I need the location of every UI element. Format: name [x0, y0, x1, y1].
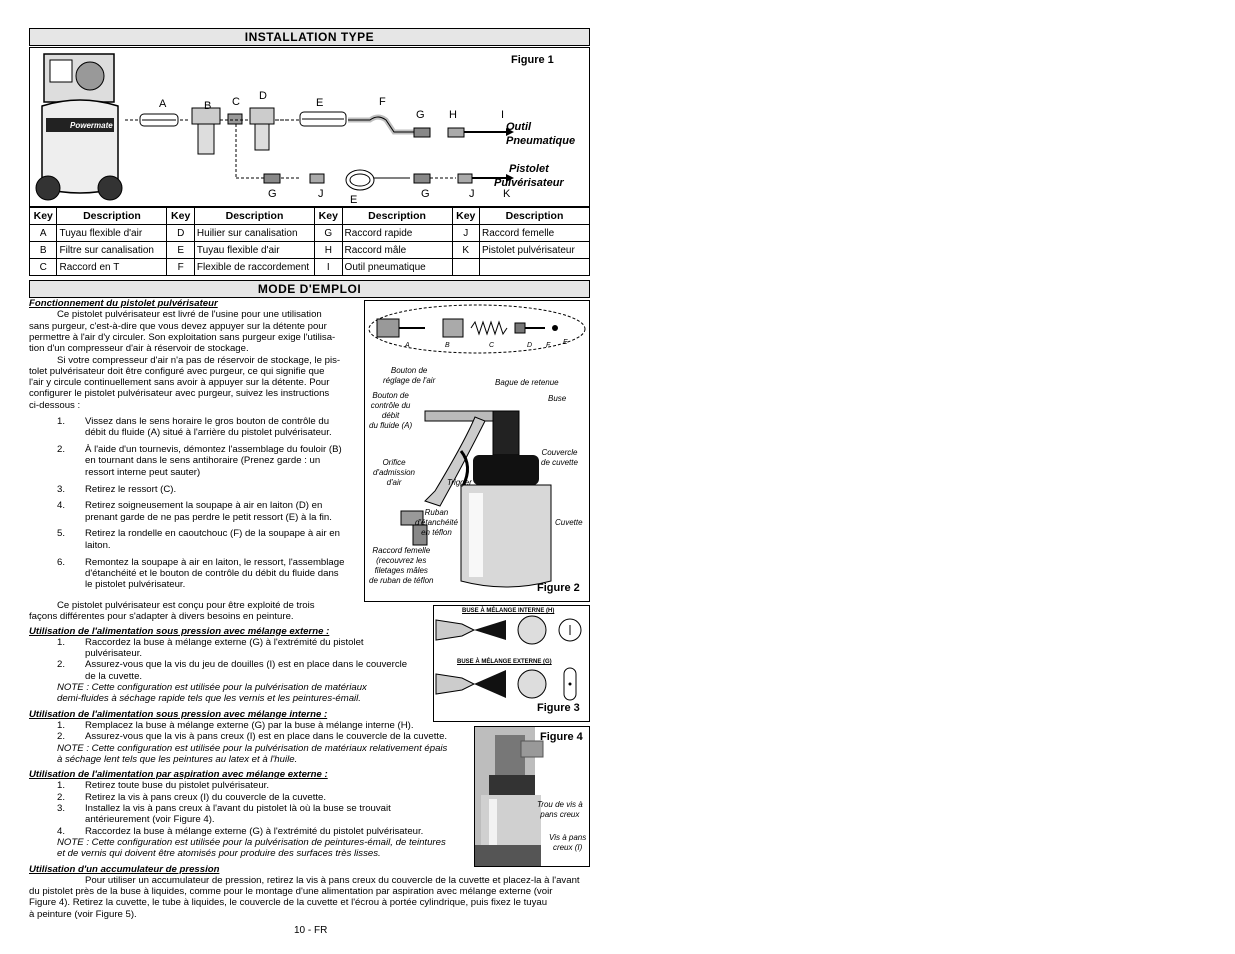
step-line: Retirez la rondelle en caoutchouc (F) de la soupape à air en [85, 528, 340, 540]
step-line: le pistolet pulvérisateur. [85, 579, 186, 591]
step-line: Installez la vis à pans creux à l'avant du pistolet là où la buse se trouvait [85, 803, 391, 814]
key-cell: H [315, 242, 342, 259]
th-description: Description [194, 208, 314, 225]
letter-c: C [232, 96, 240, 108]
letter-g-bottom2: G [421, 188, 430, 200]
coupler-j-bottom1 [310, 174, 324, 183]
description-cell: Raccord rapide [342, 225, 452, 242]
section-heading: Fonctionnement du pistolet pulvérisateur [29, 298, 218, 309]
compressor-illustration [36, 54, 122, 200]
part-b: B [445, 342, 450, 349]
page-number: 10 - FR [294, 925, 328, 936]
step-number: 5. [57, 528, 66, 540]
letter-f: F [379, 96, 386, 108]
callout-buse: Buse [548, 394, 567, 403]
paragraph-line: Pour utiliser un accumulateur de pression, retirez la vis à pans creux du couvercle de la cuvette et placez-la à l'avant [85, 874, 580, 886]
th-description: Description [57, 208, 167, 225]
step-number: 6. [57, 556, 66, 568]
callout-line: réglage de l'air [383, 376, 436, 385]
step-line: Vissez dans le sens horaire le gros bouton de contrôle du [85, 416, 330, 427]
step-number: 3. [57, 803, 66, 814]
note-line: NOTE : Cette configuration est utilisée pour la pulvérisation de matériaux relativement épais [57, 742, 448, 754]
step-line: À l'aide d'un tournevis, démontez l'assemblage du fouloir (B) [85, 444, 342, 456]
step-number: 1. [57, 636, 66, 648]
callout-cuvette: Cuvette [555, 518, 583, 527]
step-line: Raccordez la buse à mélange externe (G) à l'extrémité du pistolet [85, 636, 364, 648]
th-description: Description [479, 208, 589, 225]
th-key: Key [452, 208, 479, 225]
description-cell: Raccord en T [57, 259, 167, 276]
paragraph-line: tion d'un compresseur d'air à réservoir de stockage. [29, 343, 249, 355]
table-row [30, 225, 590, 242]
paragraph-line: permettre à l'air d'y circuler. Son exploitation sans purgeur exige l'utilisa- [29, 331, 336, 343]
description-cell: Huilier sur canalisation [194, 225, 314, 242]
callout-line: (recouvrez les [376, 556, 427, 565]
paragraph-line: Ce pistolet pulvérisateur est livré de l'usine pour une utilisation [57, 309, 322, 321]
key-cell: E [167, 242, 194, 259]
figure-2-label: Figure 2 [537, 582, 580, 594]
figure-3-panel [433, 605, 590, 722]
part-f: F [546, 342, 551, 349]
callout-line: pans creux [540, 810, 580, 819]
paragraph-line: l'air y circule continuellement sans avoir à appuyer sur la détente. Pour [29, 377, 330, 389]
callout-line: d'étanchéité [415, 518, 458, 527]
step-line: Assurez-vous que la vis du jeu de douilles (I) est en place dans le couvercle [85, 659, 408, 671]
key-cell: C [30, 259, 57, 276]
callout-line: Ruban [424, 508, 449, 517]
pistolet-line1: Pistolet [509, 163, 549, 175]
step-line: ressort interne peut sauter) [85, 466, 201, 478]
coupler-g-top [414, 128, 430, 137]
paragraph-line: sans purgeur, c'est-à-dire que vous devez appuyer sur la détente pour [29, 320, 327, 332]
paragraph-line: ci-dessous : [29, 399, 81, 411]
figure-4-panel [474, 726, 590, 867]
interne-title: BUSE À MÉLANGE INTERNE (H) [462, 608, 555, 614]
step-line: débit du fluide (A) situé à l'arrière du pistolet pulvérisateur. [85, 427, 332, 439]
callout-line: du fluide (A) [369, 421, 413, 430]
note-line: et de vernis qui doivent être atomisés pour produire des surfaces très lisses. [57, 848, 381, 860]
key-table-header [30, 208, 590, 225]
paragraph-line: Si votre compresseur d'air n'a pas de réservoir de stockage, le pis- [57, 354, 341, 366]
step-line: antérieurement (voir Figure 4). [85, 814, 215, 826]
pistolet-line2: Pulvérisateur [494, 177, 564, 189]
part-e: E [563, 339, 568, 346]
hose-a [140, 114, 178, 126]
step-number: 4. [57, 500, 66, 512]
letter-j-bottom2: J [469, 188, 475, 200]
note-line: demi-fluides à séchage rapide tels que les vernis et les peintures-émail. [57, 693, 361, 705]
callout-line: creux (I) [552, 843, 583, 852]
key-table [29, 207, 590, 276]
step-line: pulvérisateur. [85, 648, 143, 660]
callout-line: Bouton de [372, 391, 409, 400]
callout-line: d'admission [373, 468, 415, 477]
callout-line: Orifice [382, 458, 406, 467]
letter-h: H [449, 109, 457, 121]
callout-line: de ruban de téflon [369, 576, 434, 585]
callout-line: débit [381, 411, 400, 420]
letter-b: B [204, 100, 212, 112]
step-line: Retirez soigneusement la soupape à air en laiton (D) en [85, 500, 323, 512]
callout-ruban [415, 508, 458, 538]
figure-4-label: Figure 4 [540, 731, 583, 743]
oiler-d [250, 108, 274, 150]
step-line: Raccordez la buse à mélange externe (G) à l'extrémité du pistolet pulvérisateur. [85, 825, 424, 837]
callout-trou [537, 800, 583, 820]
part-a: A [405, 342, 410, 349]
letter-g-bottom1: G [268, 188, 277, 200]
hose-e-top [300, 112, 346, 126]
step-line: prenant garde de ne pas perdre le petit ressort (E) à la fin. [85, 511, 332, 523]
pistolet-label [494, 162, 564, 190]
th-key: Key [315, 208, 342, 225]
description-cell: Tuyau flexible d'air [194, 242, 314, 259]
coupler-j-bottom2 [458, 174, 472, 183]
th-key: Key [30, 208, 57, 225]
installation-type-header: INSTALLATION TYPE [29, 28, 590, 46]
callout-orifice [373, 458, 415, 488]
letter-e-bottom: E [350, 194, 358, 206]
letter-d: D [259, 90, 267, 102]
externe-title: BUSE À MÉLANGE EXTERNE (G) [457, 659, 552, 665]
section-heading: Utilisation de l'alimentation sous pression avec mélange externe : [29, 625, 330, 637]
figure-1-panel [29, 47, 590, 207]
step-line: Remplacez la buse à mélange externe (G) par la buse à mélange interne (H). [85, 719, 414, 731]
step-line: Remontez la soupape à air en laiton, le ressort, l'assemblage [85, 556, 345, 568]
th-description: Description [342, 208, 452, 225]
key-cell: F [167, 259, 194, 276]
key-cell: G [315, 225, 342, 242]
step-line: Retirez toute buse du pistolet pulvérisateur. [85, 780, 269, 792]
step-line: laiton. [85, 539, 111, 551]
coupler-g-bottom2 [414, 174, 430, 183]
callout-line: de cuvette [541, 458, 578, 467]
paragraph-line: façons différentes pour s'adapter à divers besoins en peinture. [29, 611, 294, 623]
part-c: C [489, 342, 495, 349]
note-line: à séchage lent tels que les peintures au latex et à l'huile. [57, 753, 298, 765]
description-cell: Outil pneumatique [342, 259, 452, 276]
callout-line: Bouton de [390, 366, 428, 375]
key-cell: J [452, 225, 479, 242]
key-cell: K [452, 242, 479, 259]
outil-line1: Outil [506, 121, 532, 133]
step-number: 2. [57, 659, 66, 671]
figure-2-panel [364, 300, 590, 602]
step-number: 3. [57, 483, 66, 495]
step-line: en tournant dans le sens antihoraire (Prenez garde : un [85, 455, 321, 467]
callout-line: d'air [386, 478, 402, 487]
callout-bouton-controle [369, 391, 412, 431]
figure-1-label: Figure 1 [511, 54, 554, 66]
outil-line2: Pneumatique [506, 135, 576, 147]
description-cell: Filtre sur canalisation [57, 242, 167, 259]
outil-label [506, 120, 575, 148]
key-cell: D [167, 225, 194, 242]
letter-a: A [159, 98, 167, 110]
description-cell: Pistolet pulvérisateur [479, 242, 589, 259]
th-key: Key [167, 208, 194, 225]
section-heading: Utilisation de l'alimentation sous pression avec mélange interne : [29, 708, 328, 720]
description-cell: Raccord mâle [342, 242, 452, 259]
paragraph-line: tolet pulvérisateur doit être configuré avec purgeur, ce qui signifie que [29, 365, 325, 377]
paragraph-line: Ce pistolet pulvérisateur est conçu pour être exploité de trois [57, 599, 315, 611]
callout-line: Couvercle [541, 448, 578, 457]
paragraph-line: configurer le pistolet pulvérisateur avec purgeur, suivez les instructions [29, 388, 330, 400]
paragraph-line: Figure 4). Retirez la cuvette, le tube à liquides, le couvercle de la cuvette et l'écrou à portée cylindrique, puis fixez le tuyau [29, 897, 548, 909]
step-line: Assurez-vous que la vis à pans creux (I) est en place dans le couvercle de la cuvette. [85, 731, 448, 743]
key-cell: B [30, 242, 57, 259]
callout-line: contrôle du [370, 401, 411, 410]
plug-h [448, 128, 464, 137]
hose-e-coil [346, 170, 410, 190]
step-line: d'étanchéité et le bouton de contrôle du débit du fluide dans [85, 567, 339, 579]
table-row [30, 242, 590, 259]
mode-emploi-header: MODE D'EMPLOI [29, 280, 590, 298]
table-row [30, 259, 590, 276]
step-line: Retirez le ressort (C). [85, 483, 177, 495]
callout-bague: Bague de retenue [495, 378, 559, 387]
callout-line: Trou de vis à [537, 800, 583, 809]
step-line: Retirez la vis à pans creux (I) du couvercle de la cuvette. [85, 791, 327, 803]
callout-couvercle [541, 448, 578, 468]
callout-trigger: Trigger [447, 478, 472, 487]
description-cell: Raccord femelle [479, 225, 589, 242]
step-number: 1. [57, 719, 66, 731]
section-heading: Utilisation de l'alimentation par aspiration avec mélange externe : [29, 769, 328, 781]
figure-3-label: Figure 3 [537, 702, 580, 714]
description-cell: Flexible de raccordement [194, 259, 314, 276]
callout-vis [549, 833, 586, 853]
callout-line: Raccord femelle [372, 546, 431, 555]
callout-line: filetages mâles [374, 566, 428, 575]
coupler-g-bottom1 [264, 174, 280, 183]
step-line: de la cuvette. [85, 670, 143, 682]
paragraph-line: à peinture (voir Figure 5). [29, 908, 137, 920]
letter-j-bottom1: J [318, 188, 324, 200]
callout-line: Vis à pans [549, 833, 587, 842]
letter-e: E [316, 97, 324, 109]
step-number: 1. [57, 780, 66, 792]
note-line: NOTE : Cette configuration est utilisée pour la pulvérisation de peintures-émail, de teintures [57, 836, 446, 848]
callout-line: en téflon [421, 528, 452, 537]
key-cell: A [30, 225, 57, 242]
step-number: 2. [57, 731, 66, 743]
letter-g: G [416, 109, 425, 121]
step-number: 1. [57, 416, 66, 427]
description-cell: Tuyau flexible d'air [57, 225, 167, 242]
note-line: NOTE : Cette configuration est utilisée pour la pulvérisation de matériaux [57, 682, 367, 693]
description-cell [479, 259, 589, 276]
callout-raccord [369, 546, 434, 586]
paragraph-line: du pistolet près de la buse à liquides, comme pour le montage d'une alimentation par aspiration avec mélange externe (voir [29, 886, 553, 898]
letter-i: I [501, 109, 505, 121]
step-number: 2. [57, 444, 66, 456]
section-heading: Utilisation d'un accumulateur de pression [29, 863, 220, 875]
step-number: 4. [57, 825, 66, 837]
filter-b [192, 108, 220, 154]
tee-c [228, 114, 242, 124]
key-cell [452, 259, 479, 276]
callout-bouton-reglage [383, 366, 435, 386]
letter-k: K [503, 188, 511, 200]
step-number: 2. [57, 791, 66, 803]
svg-text:Powermate: Powermate [70, 121, 113, 130]
part-d: D [527, 342, 533, 349]
key-cell: I [315, 259, 342, 276]
